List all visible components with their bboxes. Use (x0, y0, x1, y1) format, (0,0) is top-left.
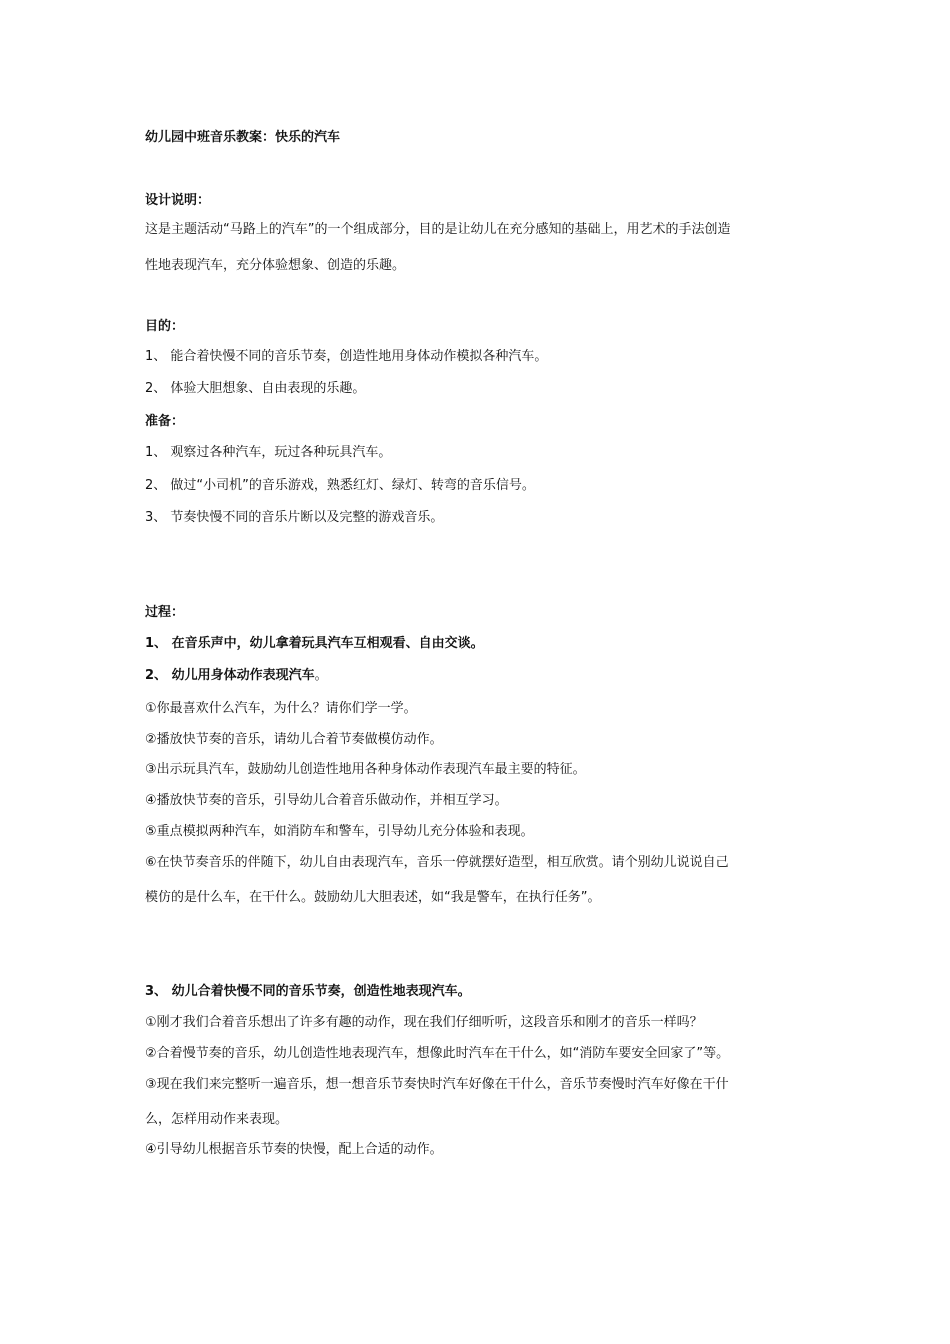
goal-item-2: 2、 体验大胆想象、自由表现的乐趣。 (145, 381, 366, 396)
design-paragraph-line-1: 这是主题活动“马路上的汽车”的一个组成部分，目的是让幼儿在充分感知的基础上，用艺术的手法创造 (145, 222, 731, 237)
step-3-item-2: ②合着慢节奏的音乐，幼儿创造性地表现汽车，想像此时汽车在干什么，如“消防车要安全回家了”等。 (145, 1046, 730, 1061)
prep-heading: 准备： (145, 414, 185, 429)
design-heading: 设计说明： (145, 193, 211, 208)
process-step-1: 1、 在音乐声中，幼儿拿着玩具汽车互相观看、自由交谈。 (145, 636, 484, 651)
prep-item-2: 2、 做过“小司机”的音乐游戏，熟悉红灯、绿灯、转弯的音乐信号。 (145, 478, 535, 493)
step-3-item-1: ①刚才我们合着音乐想出了许多有趣的动作，现在我们仔细听听，这段音乐和刚才的音乐一样吗？ (145, 1015, 703, 1030)
prep-item-1: 1、 观察过各种汽车，玩过各种玩具汽车。 (145, 445, 392, 460)
process-heading: 过程： (145, 605, 185, 620)
step-2-item-2: ②播放快节奏的音乐，请幼儿合着节奏做模仿动作。 (145, 732, 443, 747)
process-step-3: 3、 幼儿合着快慢不同的音乐节奏，创造性地表现汽车。 (145, 984, 471, 999)
step-2-item-6: ⑥在快节奏音乐的伴随下，幼儿自由表现汽车，音乐一停就摆好造型，相互欣赏。请个别幼儿说说自己 (145, 855, 729, 870)
design-paragraph-line-2: 性地表现汽车，充分体验想象、创造的乐趣。 (145, 258, 406, 273)
process-step-2-title: 2、 幼儿用身体动作表现汽车 (145, 668, 315, 683)
prep-item-3: 3、 节奏快慢不同的音乐片断以及完整的游戏音乐。 (145, 510, 444, 525)
process-step-2 (145, 669, 328, 682)
goal-heading: 目的： (145, 319, 185, 334)
process-step-2-period: 。 (314, 668, 328, 683)
step-2-item-1: ①你最喜欢什么汽车，为什么？请你们学一学。 (145, 701, 417, 716)
goal-item-1: 1、 能合着快慢不同的音乐节奏，创造性地用身体动作模拟各种汽车。 (145, 349, 548, 364)
step-3-item-3-continued: 么，怎样用动作来表现。 (145, 1112, 289, 1127)
step-3-item-4: ④引导幼儿根据音乐节奏的快慢，配上合适的动作。 (145, 1142, 443, 1157)
step-3-item-3: ③现在我们来完整听一遍音乐，想一想音乐节奏快时汽车好像在干什么，音乐节奏慢时汽车好像在干什 (145, 1077, 729, 1092)
step-2-item-6-continued: 模仿的是什么车，在干什么。鼓励幼儿大胆表述，如“我是警车，在执行任务”。 (145, 890, 601, 905)
step-2-item-3: ③出示玩具汽车，鼓励幼儿创造性地用各种身体动作表现汽车最主要的特征。 (145, 762, 586, 777)
step-2-item-4: ④播放快节奏的音乐，引导幼儿合着音乐做动作，并相互学习。 (145, 793, 508, 808)
step-2-item-5: ⑤重点模拟两种汽车，如消防车和警车，引导幼儿充分体验和表现。 (145, 824, 534, 839)
document-title: 幼儿园中班音乐教案：快乐的汽车 (145, 130, 341, 145)
